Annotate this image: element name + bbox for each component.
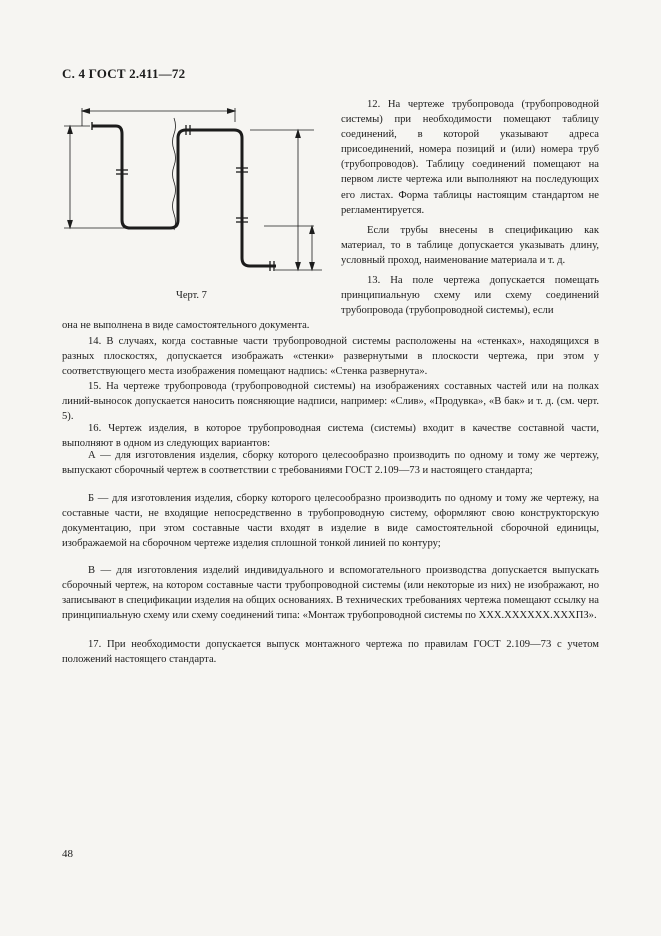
- pipeline-drawing-figure-7: [60, 92, 330, 290]
- figure-caption: Черт. 7: [176, 290, 207, 301]
- paragraph-14: 14. В случаях, когда составные части трубопроводной системы расположены на «стенках», находящихся в разных плоскостях, допускается изображать «стенки» развернутыми в плоскости чертежа, при этом у соответствующего места изображения помещают надпись: «Стенка развернута».: [62, 336, 599, 378]
- paragraph-16-variant-b: Б — для изготовления изделия, сборку которого целесообразно производить по одному и тому же чертежу, на составные части, не входящие непосредственно в трубопроводную систему, оформляют свою конструкторскую документацию, при этом составные части входят в изделие в виде самостоятельной сборочной единицы, изображаемой на сборочном чертеже изделия сплошной тонкой линией по контуру;: [62, 493, 599, 550]
- joint-marks: [116, 125, 274, 271]
- page-number: 48: [62, 848, 73, 860]
- page-header: С. 4 ГОСТ 2.411—72: [62, 66, 186, 81]
- paragraph-13-end: она не выполнена в виде самостоятельного документа.: [62, 320, 310, 331]
- paragraph-13: 13. На поле чертежа допускается помещать принципиальную схему или схему соединений трубопровода (трубопроводной системы), если: [341, 275, 599, 317]
- break-line: [173, 118, 176, 230]
- dimension-right: [250, 130, 322, 270]
- dimension-left: [64, 126, 126, 228]
- paragraph-16: 16. Чертеж изделия, в которое трубопроводная система (системы) входит в качестве составной части, выполняют в одном из следующих вариантов:: [62, 423, 599, 450]
- paragraph-16-variant-a: А — для изготовления изделия, сборку которого целесообразно производить по одному и тому же чертежу, выпускают сборочный чертеж в соответствии с требованиями ГОСТ 2.109—73 и настоящего стандарта;: [62, 450, 599, 477]
- paragraph-15: 15. На чертеже трубопровода (трубопроводной системы) на изображениях составных частей или на полках линий-выносок допускается наносить поясняющие надписи, например: «Слив», «Продувка», «В бак» и т. д. (см. черт. 5).: [62, 381, 599, 423]
- paragraph-16-variant-c: В — для изготовления изделий индивидуального и вспомогательного производства допускается выпускать сборочный чертеж, на котором составные части трубопроводной системы (или некоторые из них) не изображают, но записывают в спецификации изделия на общих основаниях. В технических требованиях чертежа помещают ссылку на принципиальную схему или схему соединений типа: «Монтаж трубопроводной системы по ХХХ.ХХХХХХ.ХХХПЗ».: [62, 565, 599, 622]
- paragraph-12: 12. На чертеже трубопровода (трубопроводной системы) при необходимости помещают таблицу соединений, в которой указывают адреса присоединений, номера позиций и (или) номера труб (трубопроводов). Таблицу соединений помещают на первом листе чертежа или выполняют на последующих его листах. Форма таблицы настоящим стандартом не регламентируется.: [341, 99, 599, 216]
- pipe-line: [92, 126, 276, 266]
- paragraph-17: 17. При необходимости допускается выпуск монтажного чертежа по правилам ГОСТ 2.109—73 с учетом положений настоящего стандарта.: [62, 639, 599, 666]
- paragraph-12-continued: Если трубы внесены в спецификацию как материал, то в таблице допускается указывать длину, условный проход, наименование материала и т. д.: [341, 225, 599, 267]
- dimension-top: [82, 108, 235, 126]
